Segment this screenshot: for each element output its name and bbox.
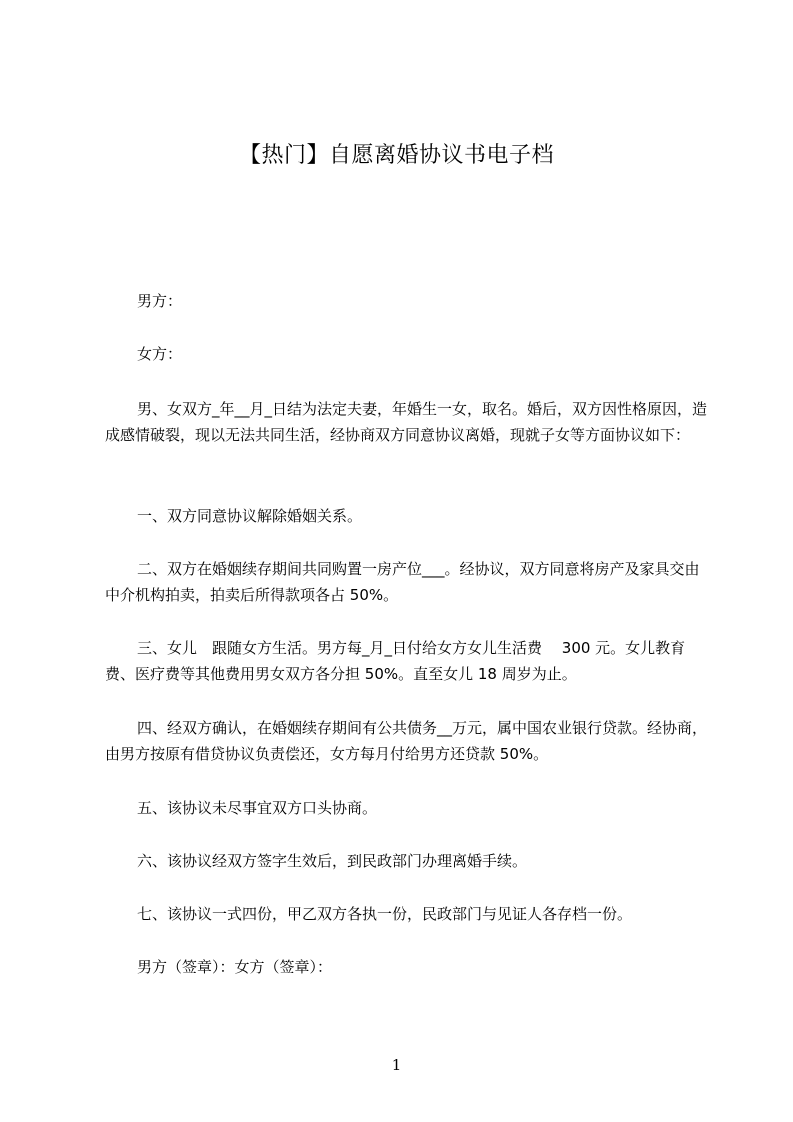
clause-text: 四、经双方确认，在婚姻续存期间有公共债务__万元，属中国农业银行贷款。经协商，由男方按原有借贷协议负责偿还，女方每月付给男方还贷款 50%。 <box>105 719 708 763</box>
signature-text: 男方（签章）：女方（签章）： <box>137 958 333 976</box>
clause-2 <box>105 556 713 608</box>
clause-3 <box>105 635 713 687</box>
clause-text: 五、该协议未尽事宜双方口头协商。 <box>137 799 378 817</box>
document-title: 【热门】自愿离婚协议书电子档 <box>238 143 554 168</box>
clause-text: 三、女儿 跟随女方生活。男方每_月_日付给女方女儿生活费 300 元。女儿教育费、医疗费等其他费用男女双方各分担 50%。直至女儿 18 周岁为止。 <box>105 639 686 683</box>
clause-text: 六、该协议经双方签字生效后，到民政部门办理离婚手续。 <box>137 852 528 870</box>
female-party-line <box>105 341 713 367</box>
clause-5 <box>105 795 713 821</box>
female-party-label: 女方： <box>137 345 183 363</box>
clause-text: 一、双方同意协议解除婚姻关系。 <box>137 507 363 525</box>
clause-text: 二、双方在婚姻续存期间共同购置一房产位___。经协议，双方同意将房产及家具交由中介机构拍卖，拍卖后所得款项各占 50%。 <box>105 560 700 604</box>
male-party-line <box>105 288 713 314</box>
page-number: 1 <box>391 1056 402 1074</box>
clause-6 <box>105 848 713 874</box>
clause-7 <box>105 901 713 927</box>
clause-4 <box>105 715 713 767</box>
male-party-label: 男方： <box>137 292 183 310</box>
clause-1 <box>105 503 713 529</box>
intro-paragraph <box>105 396 713 448</box>
clause-text: 七、该协议一式四份，甲乙双方各执一份，民政部门与见证人各存档一份。 <box>137 905 633 923</box>
intro-text: 男、女双方_年__月_日结为法定夫妻，年婚生一女，取名。婚后，双方因性格原因，造成感情破裂，现以无法共同生活，经协商双方同意协议离婚，现就子女等方面协议如下： <box>105 400 708 444</box>
signature-line <box>105 954 713 980</box>
